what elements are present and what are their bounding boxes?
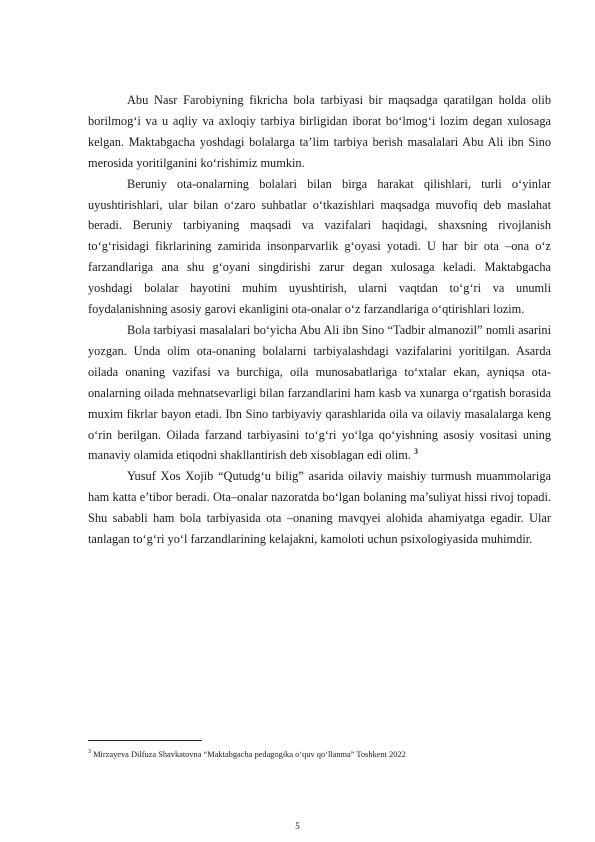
paragraph-yusuf-xos-xojib: Yusuf Xos Xojib “Qutudg‘u bilig” asarida oilaviy maishiy turmush muammolariga ham katta e’tibor beradi. Ota–onalar nazoratda bo‘lgan bolaning ma’suliyat hissi rivoj topadi. Shu sababli ham bola tarbiyasida ota –onaning mavqyei alohida ahamiyatga egadir. Ular tanlagan to‘g‘ri yo‘l farzandlarining kelajakni, kamoloti uchun psixologiyasida muhimdir. xyxy=(88,469,551,547)
page-number: 5 xyxy=(295,821,300,831)
paragraph-ibn-sino xyxy=(88,320,551,466)
footnote-marker: 3 xyxy=(88,749,91,756)
paragraph-farobiy: Abu Nasr Farobiyning fikricha bola tarbiyasi bir maqsadga qaratilgan holda olib borilmog‘i va u aqliy va axloqiy tarbiya birligidan iborat bo‘lmog‘i lozim degan xulosaga kelgan. Maktabgacha yoshdagi bolalarga ta’lim tarbiya berish masalalari Abu Ali ibn Sino merosida yoritilganini ko‘rishimiz mumkin. xyxy=(88,93,551,170)
footnote-text: Mirzayeva Dilfuza Shavkatovna “Maktabgacha pedagogika o‘quv qo‘llanma” Toshkent 2022 xyxy=(93,750,406,759)
paragraph-beruniy: Beruniy ota-onalarning bolalari bilan birga harakat qilishlari, turli o‘yinlar uyushtirishlari, ular bilan o‘zaro suhbatlar o‘tkazishlari maqsadga muvofiq deb maslahat beradi. Beruniy tarbiyaning maqsadi va vazifalari haqidagi, shaxsning rivojlanish to‘g‘risidagi fikrlarining zamirida insonparvarlik g‘oyasi yotadi. U har bir ota –ona o‘z farzandlariga ana shu g‘oyani singdirishi zarur degan xulosaga keladi. Maktabgacha yoshdagi bolalar hayotini muhim uyushtirish, ularni vaqtdan to‘g‘ri va unumli foydalanishning asosiy garovi ekanligini ota-onalar o‘z farzandlariga o‘qtirishlari lozim. xyxy=(88,176,551,317)
document-body xyxy=(88,90,551,550)
footnote xyxy=(88,749,551,760)
footnote-separator xyxy=(88,740,202,741)
paragraph-ibn-sino-text: Bola tarbiyasi masalalari bo‘yicha Abu Ali ibn Sino “Tadbir almanozil” nomli asarini yozgan. Unda olim ota-onaning bolalarni tarbiyalashdagi vazifalarini yoritilgan. Asarda oilada onaning vazifasi va burchiga, oila munosabatlariga to‘xtalar ekan, ayniqsa ota-onalarning oilada mehnatsevarligi bilan farzandlarini ham kasb va xunarga o‘rgatish borasida muxim fikrlar bayon etadi. Ibn Sino tarbiyaviy qarashlarida oila va oilaviy masalalarga keng o‘rin berilgan. Oilada farzand tarbiyasini to‘g‘ri yo‘lga qo‘yishning asosiy vositasi uning manaviy olamida etiqodni shakllantirish deb xisoblagan edi olim. xyxy=(88,322,551,463)
footnote-reference[interactable]: 3 xyxy=(414,447,419,457)
